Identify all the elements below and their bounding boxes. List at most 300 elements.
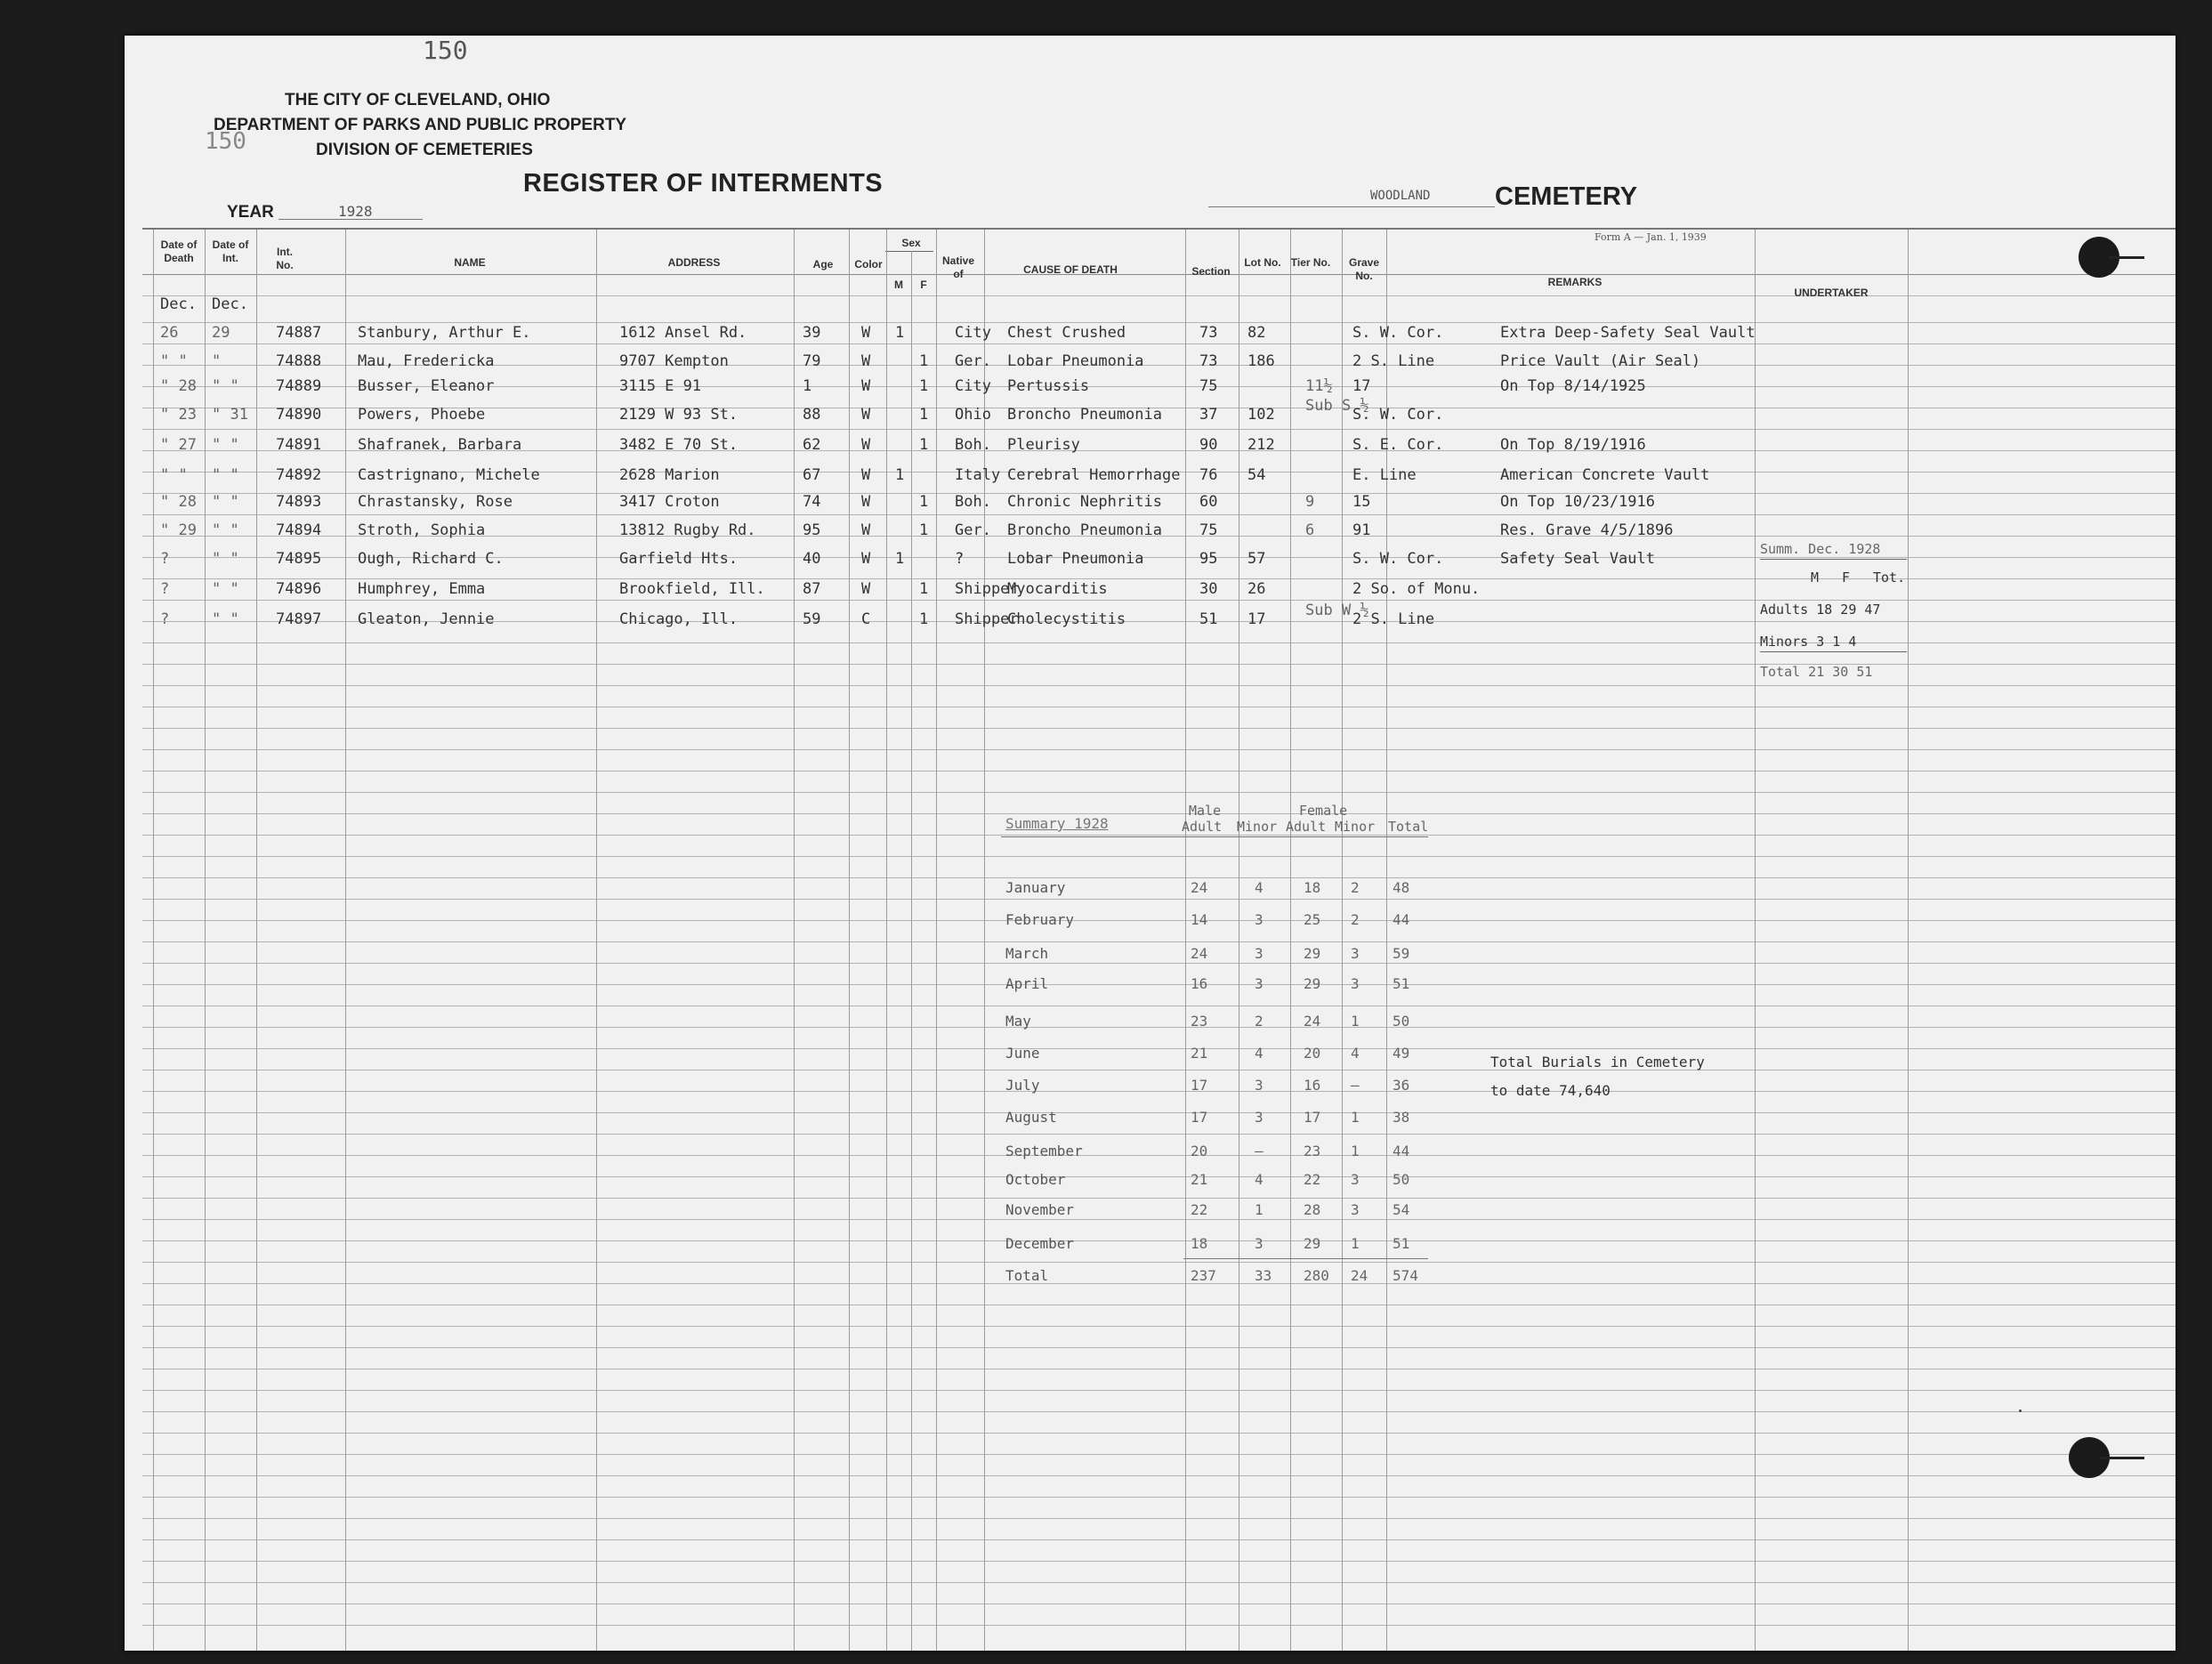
row-7-f: 1 (919, 493, 929, 511)
ruled-line (142, 1198, 2176, 1199)
summary-february-ma: 14 (1191, 911, 1208, 928)
row-7-color: W (861, 493, 871, 511)
col-date-death: Date of Death (160, 238, 198, 264)
summary-march-mm: 3 (1255, 945, 1263, 962)
row-7-grave: 15 (1352, 493, 1371, 511)
ruled-line (142, 728, 2176, 729)
row-3-section: 75 (1199, 377, 1218, 395)
ruled-line (142, 1411, 2176, 1412)
row-4-section: 37 (1199, 406, 1218, 424)
row-5-dd: " 27 (160, 436, 197, 454)
row-9-native: ? (955, 550, 965, 568)
row-9-color: W (861, 550, 871, 568)
summary-female: Female (1299, 803, 1348, 819)
summary-november-fa: 28 (1304, 1201, 1321, 1218)
undertaker-summary-m: M (1811, 569, 1820, 586)
ruled-line (142, 600, 2176, 601)
ruled-line (142, 813, 2176, 814)
summary-november-t: 54 (1393, 1201, 1410, 1218)
row-8-tier: 6 (1305, 521, 1315, 539)
row-6-grave: E. Line (1352, 466, 1417, 484)
summary-male-minor: Minor (1237, 819, 1278, 835)
ruled-line (142, 1497, 2176, 1498)
row-2-no: 74888 (276, 352, 322, 370)
month-int: Dec. (212, 295, 248, 313)
row-11-di: " " (212, 610, 239, 628)
ruled-line (142, 1582, 2176, 1583)
ruled-line (142, 1625, 2176, 1626)
cemetery-name: WOODLAND (1370, 189, 1431, 203)
row-8-dd: " 29 (160, 521, 197, 539)
row-10-native: Shipper (955, 580, 1019, 598)
ruled-line (142, 1112, 2176, 1113)
row-5-age: 62 (803, 436, 821, 454)
header-department: DEPARTMENT OF PARKS AND PUBLIC PROPERTY (214, 116, 627, 134)
row-3-di: " " (212, 377, 239, 395)
year-value: 1928 (338, 203, 373, 220)
row-11-lot: 17 (1247, 610, 1266, 628)
row-2-lot: 186 (1247, 352, 1275, 370)
summary-january-fa: 18 (1304, 879, 1321, 896)
row-9-age: 40 (803, 550, 821, 568)
ruled-line (142, 685, 2176, 686)
page-number-side: 150 (205, 128, 246, 155)
ruled-line (142, 1454, 2176, 1455)
row-3-remarks: On Top 8/14/1925 (1500, 377, 1646, 395)
row-8-grave: 91 (1352, 521, 1371, 539)
undertaker-summary-title: Summ. Dec. 1928 (1760, 541, 1881, 557)
row-3-grave: 17 (1352, 377, 1371, 395)
ruled-line (142, 1433, 2176, 1434)
row-5-grave: S. E. Cor. (1352, 436, 1444, 454)
summary-december-fa: 29 (1304, 1235, 1321, 1252)
row-9-remarks: Safety Seal Vault (1500, 550, 1655, 568)
column-divider (1342, 230, 1343, 1651)
row-8-cause: Broncho Pneumonia (1007, 521, 1162, 539)
row-4-cause: Broncho Pneumonia (1007, 406, 1162, 424)
summary-september-mm: – (1255, 1143, 1263, 1159)
summary-july-t: 36 (1393, 1077, 1410, 1094)
row-4-grave: S. W. Cor. (1352, 406, 1444, 424)
row-4-di: " 31 (212, 406, 248, 424)
ruled-line (142, 322, 2176, 323)
row-7-dd: " 28 (160, 493, 197, 511)
row-7-cause: Chronic Nephritis (1007, 493, 1162, 511)
row-5-f: 1 (919, 436, 929, 454)
row-5-remarks: On Top 8/19/1916 (1500, 436, 1646, 454)
row-7-age: 74 (803, 493, 821, 511)
row-7-di: " " (212, 493, 239, 511)
row-2-age: 79 (803, 352, 821, 370)
summary-june-t: 49 (1393, 1045, 1410, 1062)
summary-november-mm: 1 (1255, 1201, 1263, 1218)
ruled-line (142, 1176, 2176, 1177)
summary-total-separator (1183, 1258, 1428, 1259)
column-divider (256, 230, 257, 1651)
summary-october-t: 50 (1393, 1171, 1410, 1188)
row-3-addr: 3115 E 91 (619, 377, 702, 395)
row-11-name: Gleaton, Jennie (358, 610, 495, 628)
row-2-native: Ger. (955, 352, 991, 370)
row-2-remarks: Price Vault (Air Seal) (1500, 352, 1701, 370)
summary-may-t: 50 (1393, 1013, 1410, 1030)
row-2-dd: " " (160, 352, 188, 370)
undertaker-summary-adults: Adults 18 29 47 (1760, 602, 1881, 618)
col-age: Age (812, 258, 834, 271)
row-8-section: 75 (1199, 521, 1218, 539)
row-1-grave: S. W. Cor. (1352, 324, 1444, 342)
row-1-color: W (861, 324, 871, 342)
row-8-remarks: Res. Grave 4/5/1896 (1500, 521, 1674, 539)
summary-august-m: August (1005, 1109, 1057, 1126)
paper-speck (2019, 1410, 2022, 1412)
row-6-no: 74892 (276, 466, 322, 484)
row-10-section: 30 (1199, 580, 1218, 598)
summary-september-ma: 20 (1191, 1143, 1208, 1159)
summary-march-fa: 29 (1304, 945, 1321, 962)
row-7-native: Boh. (955, 493, 991, 511)
row-6-remarks: American Concrete Vault (1500, 466, 1710, 484)
summary-august-ma: 17 (1191, 1109, 1208, 1126)
summary-october-m: October (1005, 1171, 1066, 1188)
ruled-line (142, 1539, 2176, 1540)
row-1-section: 73 (1199, 324, 1218, 342)
ruled-line (142, 1027, 2176, 1028)
summary-male: Male (1189, 803, 1222, 819)
summary-total-fa: 280 (1304, 1267, 1329, 1284)
ruled-line (142, 1283, 2176, 1284)
col-sex: Sex (901, 237, 921, 249)
summary-april-t: 51 (1393, 975, 1410, 992)
summary-total-mm: 33 (1255, 1267, 1272, 1284)
row-9-addr: Garfield Hts. (619, 550, 739, 568)
row-2-section: 73 (1199, 352, 1218, 370)
summary-november-fm: 3 (1351, 1201, 1360, 1218)
row-3-f: 1 (919, 377, 929, 395)
ruled-line (142, 963, 2176, 964)
column-divider (345, 230, 346, 1651)
summary-january-ma: 24 (1191, 879, 1208, 896)
summary-august-t: 38 (1393, 1109, 1410, 1126)
page-number-top: 150 (423, 36, 468, 65)
summary-february-t: 44 (1393, 911, 1410, 928)
summary-female-minor: Minor (1335, 819, 1376, 835)
column-divider (205, 230, 206, 1651)
cemetery-label: CEMETERY (1495, 182, 1638, 211)
summary-july-fm: – (1351, 1077, 1360, 1094)
ruled-line (142, 1390, 2176, 1391)
summary-december-fm: 1 (1351, 1235, 1360, 1252)
row-2-f: 1 (919, 352, 929, 370)
row-11-cause: Cholecystitis (1007, 610, 1126, 628)
summary-july-fa: 16 (1304, 1077, 1321, 1094)
column-divider (936, 230, 937, 1651)
summary-male-adult: Adult (1182, 819, 1223, 835)
row-5-color: W (861, 436, 871, 454)
row-3-native: City (955, 377, 991, 395)
row-5-native: Boh. (955, 436, 991, 454)
ruled-line (142, 343, 2176, 344)
ruled-line (142, 877, 2176, 878)
col-address: ADDRESS (667, 256, 721, 269)
summary-female-adult: Adult (1286, 819, 1327, 835)
col-native: Native of (941, 254, 975, 280)
row-11-section: 51 (1199, 610, 1218, 628)
header-city: THE CITY OF CLEVELAND, OHIO (285, 91, 551, 109)
undertaker-summary-tot: Tot. (1873, 569, 1906, 586)
summary-october-fm: 3 (1351, 1171, 1360, 1188)
row-4-native: Ohio (955, 406, 991, 424)
row-8-no: 74894 (276, 521, 322, 539)
row-11-color: C (861, 610, 871, 628)
summary-title: Summary 1928 (1005, 815, 1109, 832)
row-3-name: Busser, Eleanor (358, 377, 495, 395)
row-5-no: 74891 (276, 436, 322, 454)
register-sheet (125, 36, 2176, 1651)
column-divider (886, 230, 887, 1651)
summary-february-mm: 3 (1255, 911, 1263, 928)
summary-january-mm: 4 (1255, 879, 1263, 896)
year-label: YEAR (227, 203, 274, 222)
row-4-tier: Sub S ½ (1305, 397, 1369, 415)
row-7-tier: 9 (1305, 493, 1315, 511)
row-4-color: W (861, 406, 871, 424)
row-11-grave: 2 S. Line (1352, 610, 1435, 628)
burials-note-line2: to date 74,640 (1490, 1082, 1611, 1099)
row-7-remarks: On Top 10/23/1916 (1500, 493, 1655, 511)
col-date-int: Date of Int. (212, 238, 249, 264)
row-11-age: 59 (803, 610, 821, 628)
month-death: Dec. (160, 295, 197, 313)
ruled-line (142, 1326, 2176, 1327)
summary-october-ma: 21 (1191, 1171, 1208, 1188)
summary-september-m: September (1005, 1143, 1083, 1159)
row-8-f: 1 (919, 521, 929, 539)
row-3-dd: " 28 (160, 377, 197, 395)
summary-september-fm: 1 (1351, 1143, 1360, 1159)
summary-july-m: July (1005, 1077, 1040, 1094)
summary-may-fm: 1 (1351, 1013, 1360, 1030)
summary-april-mm: 3 (1255, 975, 1263, 992)
row-1-lot: 82 (1247, 324, 1266, 342)
row-6-native: Italy (955, 466, 1001, 484)
row-10-lot: 26 (1247, 580, 1266, 598)
summary-february-m: February (1005, 911, 1075, 928)
summary-total-head: Total (1388, 819, 1429, 835)
row-1-native: City (955, 324, 991, 342)
row-6-dd: " " (160, 466, 188, 484)
col-grave: Grave No. (1348, 256, 1380, 282)
summary-may-mm: 2 (1255, 1013, 1263, 1030)
row-2-grave: 2 S. Line (1352, 352, 1435, 370)
column-divider (1290, 230, 1291, 1651)
row-4-f: 1 (919, 406, 929, 424)
summary-august-fa: 17 (1304, 1109, 1321, 1126)
ruled-line (142, 642, 2176, 643)
row-8-addr: 13812 Rugby Rd. (619, 521, 756, 539)
row-10-dd: ? (160, 580, 170, 598)
summary-june-mm: 4 (1255, 1045, 1263, 1062)
ruled-line (142, 856, 2176, 857)
summary-june-ma: 21 (1191, 1045, 1208, 1062)
summary-december-m: December (1005, 1235, 1075, 1252)
row-8-native: Ger. (955, 521, 991, 539)
row-6-di: " " (212, 466, 239, 484)
summary-june-m: June (1005, 1045, 1040, 1062)
row-5-lot: 212 (1247, 436, 1275, 454)
row-9-name: Ough, Richard C. (358, 550, 504, 568)
col-name: NAME (454, 256, 486, 269)
summary-may-m: May (1005, 1013, 1031, 1030)
row-1-name: Stanbury, Arthur E. (358, 324, 531, 342)
row-7-no: 74893 (276, 493, 322, 511)
col-remarks: REMARKS (1547, 276, 1602, 288)
row-6-section: 76 (1199, 466, 1218, 484)
row-3-color: W (861, 377, 871, 395)
summary-june-fm: 4 (1351, 1045, 1360, 1062)
summary-december-ma: 18 (1191, 1235, 1208, 1252)
undertaker-summary-f: F (1842, 569, 1851, 586)
binder-clip-bottom (2100, 1457, 2144, 1459)
col-tier: Tier No. (1290, 256, 1331, 269)
summary-september-fa: 23 (1304, 1143, 1321, 1159)
row-7-addr: 3417 Croton (619, 493, 720, 511)
ruled-line (142, 514, 2176, 515)
ruled-line (142, 1262, 2176, 1263)
row-9-m: 1 (895, 550, 905, 568)
row-8-color: W (861, 521, 871, 539)
row-9-lot: 57 (1247, 550, 1266, 568)
row-6-age: 67 (803, 466, 821, 484)
ruled-line (142, 1048, 2176, 1049)
row-4-age: 88 (803, 406, 821, 424)
ruled-line (142, 1475, 2176, 1476)
col-int-no: Int. No. (276, 246, 294, 271)
summary-june-fa: 20 (1304, 1045, 1321, 1062)
summary-total-m: Total (1005, 1267, 1049, 1284)
row-8-name: Stroth, Sophia (358, 521, 486, 539)
ruled-line (142, 1561, 2176, 1562)
summary-april-ma: 16 (1191, 975, 1208, 992)
row-11-native: Shipper (955, 610, 1019, 628)
row-10-cause: Myocarditis (1007, 580, 1108, 598)
row-11-dd: ? (160, 610, 170, 628)
column-divider (1185, 230, 1186, 1651)
summary-march-ma: 24 (1191, 945, 1208, 962)
column-divider (794, 230, 795, 1651)
summary-october-mm: 4 (1255, 1171, 1263, 1188)
header-division: DIVISION OF CEMETERIES (316, 141, 533, 159)
row-5-di: " " (212, 436, 239, 454)
ruled-line (142, 835, 2176, 836)
summary-february-fa: 25 (1304, 911, 1321, 928)
ruled-line (142, 749, 2176, 750)
row-10-addr: Brookfield, Ill. (619, 580, 765, 598)
summary-july-ma: 17 (1191, 1077, 1208, 1094)
row-11-no: 74897 (276, 610, 322, 628)
summary-january-fm: 2 (1351, 879, 1360, 896)
row-4-addr: 2129 W 93 St. (619, 406, 739, 424)
row-2-di: " (212, 352, 222, 370)
row-4-dd: " 23 (160, 406, 197, 424)
summary-total-ma: 237 (1191, 1267, 1216, 1284)
row-1-di: 29 (212, 324, 230, 342)
row-10-grave: 2 So. of Monu. (1352, 580, 1481, 598)
summary-may-ma: 23 (1191, 1013, 1208, 1030)
row-6-color: W (861, 466, 871, 484)
summary-august-fm: 1 (1351, 1109, 1360, 1126)
row-2-cause: Lobar Pneumonia (1007, 352, 1144, 370)
row-9-no: 74895 (276, 550, 322, 568)
ruled-line (142, 1091, 2176, 1092)
row-11-tier: Sub W ½ (1305, 602, 1369, 619)
row-11-addr: Chicago, Ill. (619, 610, 739, 628)
row-1-no: 74887 (276, 324, 322, 342)
ruled-line (142, 1155, 2176, 1156)
row-5-cause: Pleurisy (1007, 436, 1080, 454)
row-3-no: 74889 (276, 377, 322, 395)
summary-march-m: March (1005, 945, 1049, 962)
col-section: Section (1191, 265, 1231, 278)
row-4-name: Powers, Phoebe (358, 406, 486, 424)
col-color: Color (854, 258, 883, 271)
column-divider (1755, 230, 1756, 1651)
row-4-no: 74890 (276, 406, 322, 424)
row-10-f: 1 (919, 580, 929, 598)
row-6-m: 1 (895, 466, 905, 484)
register-title: REGISTER OF INTERMENTS (523, 169, 884, 198)
summary-may-fa: 24 (1304, 1013, 1321, 1030)
ruled-line (142, 899, 2176, 900)
row-5-section: 90 (1199, 436, 1218, 454)
ruled-line (142, 920, 2176, 921)
row-1-cause: Chest Crushed (1007, 324, 1126, 342)
summary-january-t: 48 (1393, 879, 1410, 896)
row-2-addr: 9707 Kempton (619, 352, 729, 370)
row-9-section: 95 (1199, 550, 1218, 568)
summary-november-m: November (1005, 1201, 1075, 1218)
ruled-line (142, 1603, 2176, 1604)
column-divider (849, 230, 850, 1651)
row-3-cause: Pertussis (1007, 377, 1090, 395)
summary-april-fa: 29 (1304, 975, 1321, 992)
summary-total-t: 574 (1393, 1267, 1418, 1284)
form-note: Form A — Jan. 1, 1939 (1594, 231, 1707, 243)
row-6-name: Castrignano, Michele (358, 466, 540, 484)
col-cause: CAUSE OF DEATH (1023, 263, 1118, 276)
ruled-line (142, 1347, 2176, 1348)
row-6-lot: 54 (1247, 466, 1266, 484)
summary-december-mm: 3 (1255, 1235, 1263, 1252)
summary-april-fm: 3 (1351, 975, 1360, 992)
summary-july-mm: 3 (1255, 1077, 1263, 1094)
row-8-di: " " (212, 521, 239, 539)
col-undertaker: UNDERTAKER (1794, 287, 1869, 299)
ruled-line (142, 1518, 2176, 1519)
column-divider (911, 251, 912, 1651)
row-9-dd: ? (160, 550, 170, 568)
row-9-di: " " (212, 550, 239, 568)
row-9-cause: Lobar Pneumonia (1007, 550, 1144, 568)
row-10-no: 74896 (276, 580, 322, 598)
summary-august-mm: 3 (1255, 1109, 1263, 1126)
summary-april-m: April (1005, 975, 1049, 992)
row-7-name: Chrastansky, Rose (358, 493, 513, 511)
binder-clip-top (2109, 256, 2144, 259)
ruled-line (142, 1240, 2176, 1241)
row-10-age: 87 (803, 580, 821, 598)
row-6-cause: Cerebral Hemorrhage (1007, 466, 1181, 484)
